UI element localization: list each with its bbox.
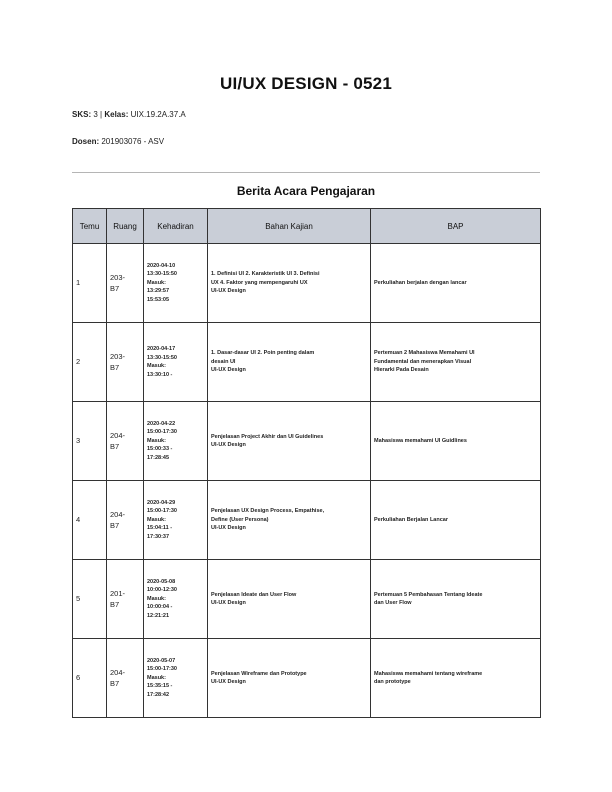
table-row	[73, 323, 541, 402]
kelas-value: UIX.19.2A.37.A	[130, 110, 186, 119]
bap-line: Mahasiswa memahami UI Guidlines	[374, 437, 467, 444]
cell-bahan-kajian	[208, 244, 371, 323]
cell-kehadiran	[144, 639, 208, 718]
cell-ruang	[107, 323, 144, 402]
bahan-line: Define (User Persona)	[211, 516, 269, 523]
bap-line: Pertemuan 5 Pembahasan Tentang Ideate	[374, 591, 483, 598]
bap-line: Perkuliahan berjalan dengan lancar	[374, 279, 467, 286]
cell-temu: 4	[73, 481, 107, 560]
bahan-line: 1. Dasar-dasar UI 2. Poin penting dalam	[211, 350, 315, 357]
table-row	[73, 402, 541, 481]
header-kehadiran: Kehadiran	[144, 209, 208, 244]
cell-bap	[371, 402, 541, 481]
ruang-line: B7	[110, 679, 120, 688]
bahan-line: UI-UX Design	[211, 600, 246, 606]
bahan-line: desain UI	[211, 358, 236, 365]
course-info	[72, 110, 186, 119]
cell-bahan-kajian	[208, 323, 371, 402]
kehadiran-line: 13:30:10 -	[147, 371, 173, 378]
bap-line: Mahasiswa memahami tentang wireframe	[374, 670, 483, 677]
bap-line: Perkuliahan Berjalan Lancar	[374, 516, 448, 523]
table-row	[73, 639, 541, 718]
ruang-line: 203-	[110, 352, 126, 361]
kehadiran-line: 2020-04-10	[147, 262, 176, 269]
bahan-line: Penjelasan Project Akhir dan UI Guidelines	[211, 433, 324, 440]
table-header-row	[73, 209, 541, 244]
cell-temu: 6	[73, 639, 107, 718]
kehadiran-line: 13:29:57	[147, 288, 170, 295]
header-bahan-kajian: Bahan Kajian	[208, 209, 371, 244]
teaching-report-table	[72, 208, 541, 718]
ruang-line: B7	[110, 442, 120, 451]
cell-ruang	[107, 481, 144, 560]
bahan-line: UI-UX Design	[211, 288, 246, 295]
cell-bap	[371, 560, 541, 639]
dosen-label: Dosen:	[72, 137, 100, 146]
cell-bahan-kajian	[208, 481, 371, 560]
ruang-line: B7	[110, 284, 120, 293]
bap-line: dan prototype	[374, 679, 411, 685]
table-row	[73, 560, 541, 639]
page-title: UI/UX DESIGN - 0521	[220, 74, 392, 93]
ruang-line: B7	[110, 363, 120, 372]
cell-bahan-kajian	[208, 402, 371, 481]
table-row	[73, 244, 541, 323]
divider	[72, 172, 540, 173]
kehadiran-line: 2020-04-22	[147, 420, 176, 427]
section-title: Berita Acara Pengajaran	[236, 184, 376, 198]
table-row	[73, 481, 541, 560]
bahan-line: UI-UX Design	[211, 367, 246, 374]
cell-temu: 1	[73, 244, 107, 323]
cell-kehadiran	[144, 323, 208, 402]
kehadiran-line: Masuk:	[147, 437, 166, 444]
kehadiran-line: 15:00-17:30	[147, 666, 177, 673]
cell-bap	[371, 323, 541, 402]
kehadiran-line: 15:35:15 -	[147, 683, 173, 690]
kehadiran-line: 10:00-12:30	[147, 587, 177, 594]
cell-ruang	[107, 560, 144, 639]
kehadiran-line: 17:30:37	[147, 533, 170, 540]
kehadiran-line: 2020-04-29	[147, 499, 176, 506]
bahan-line: 1. Definisi UI 2. Karakteristik UI 3. Definisi	[211, 271, 320, 278]
cell-kehadiran	[144, 560, 208, 639]
cell-bap	[371, 639, 541, 718]
cell-bap	[371, 481, 541, 560]
bap-line: Fundamental dan menerapkan Visual	[374, 358, 472, 365]
bahan-line: UI-UX Design	[211, 525, 246, 532]
dosen-value: 201903076 - ASV	[101, 137, 165, 146]
bahan-line: Penjelasan Ideate dan User Flow	[211, 591, 297, 598]
ruang-line: 204-	[110, 668, 126, 677]
kehadiran-line: Masuk:	[147, 363, 166, 369]
ruang-line: 204-	[110, 510, 126, 519]
kehadiran-line: 15:53:05	[147, 296, 170, 303]
kehadiran-line: 10:00:04 -	[147, 604, 173, 611]
bahan-line: UI-UX Design	[211, 679, 246, 685]
kehadiran-line: Masuk:	[147, 674, 166, 681]
ruang-line: 203-	[110, 273, 126, 282]
kehadiran-line: Masuk:	[147, 516, 166, 523]
kehadiran-line: 2020-05-07	[147, 657, 176, 664]
cell-kehadiran	[144, 402, 208, 481]
separator: |	[100, 110, 103, 119]
ruang-line: 201-	[110, 589, 126, 598]
cell-ruang	[107, 639, 144, 718]
header-bap: BAP	[371, 209, 541, 244]
cell-temu: 5	[73, 560, 107, 639]
kehadiran-line: 15:00:33 -	[147, 446, 173, 453]
cell-kehadiran	[144, 244, 208, 323]
cell-ruang	[107, 244, 144, 323]
bahan-line: Penjelasan Wireframe dan Prototype	[211, 670, 307, 677]
kehadiran-line: 17:28:42	[147, 691, 170, 698]
cell-bap	[371, 244, 541, 323]
kehadiran-line: 13:30-15:50	[147, 271, 177, 278]
cell-ruang	[107, 402, 144, 481]
kehadiran-line: 12:21:21	[147, 612, 170, 619]
kehadiran-line: 17:28:45	[147, 454, 170, 461]
cell-bahan-kajian	[208, 639, 371, 718]
ruang-line: B7	[110, 521, 120, 530]
cell-bahan-kajian	[208, 560, 371, 639]
ruang-line: B7	[110, 600, 120, 609]
header-temu: Temu	[73, 209, 107, 244]
cell-temu: 3	[73, 402, 107, 481]
sks-value: 3	[93, 110, 98, 119]
kehadiran-line: Masuk:	[147, 279, 166, 286]
bap-line: dan User Flow	[374, 600, 412, 606]
bahan-line: UX 4. Faktor yang mempengaruhi UX	[211, 279, 308, 286]
kelas-label: Kelas:	[104, 110, 129, 119]
lecturer-info	[72, 137, 164, 146]
ruang-line: 204-	[110, 431, 126, 440]
bahan-line: UI-UX Design	[211, 442, 246, 448]
bap-line: Pertemuan 2 Mahasiswa Memahami UI	[374, 350, 475, 357]
kehadiran-line: 15:00-17:30	[147, 508, 177, 515]
cell-kehadiran	[144, 481, 208, 560]
bahan-line: Penjelasan UX Design Process, Empathise,	[211, 508, 325, 515]
bap-line: Hierarki Pada Desain	[374, 367, 429, 374]
kehadiran-line: 15:04:11 -	[147, 525, 173, 532]
kehadiran-line: 15:00-17:30	[147, 429, 177, 436]
kehadiran-line: 2020-04-17	[147, 346, 176, 352]
sks-label: SKS:	[72, 110, 92, 119]
kehadiran-line: 13:30-15:50	[147, 354, 177, 361]
kehadiran-line: 2020-05-08	[147, 578, 176, 585]
header-ruang: Ruang	[107, 209, 144, 244]
kehadiran-line: Masuk:	[147, 595, 166, 602]
cell-temu: 2	[73, 323, 107, 402]
